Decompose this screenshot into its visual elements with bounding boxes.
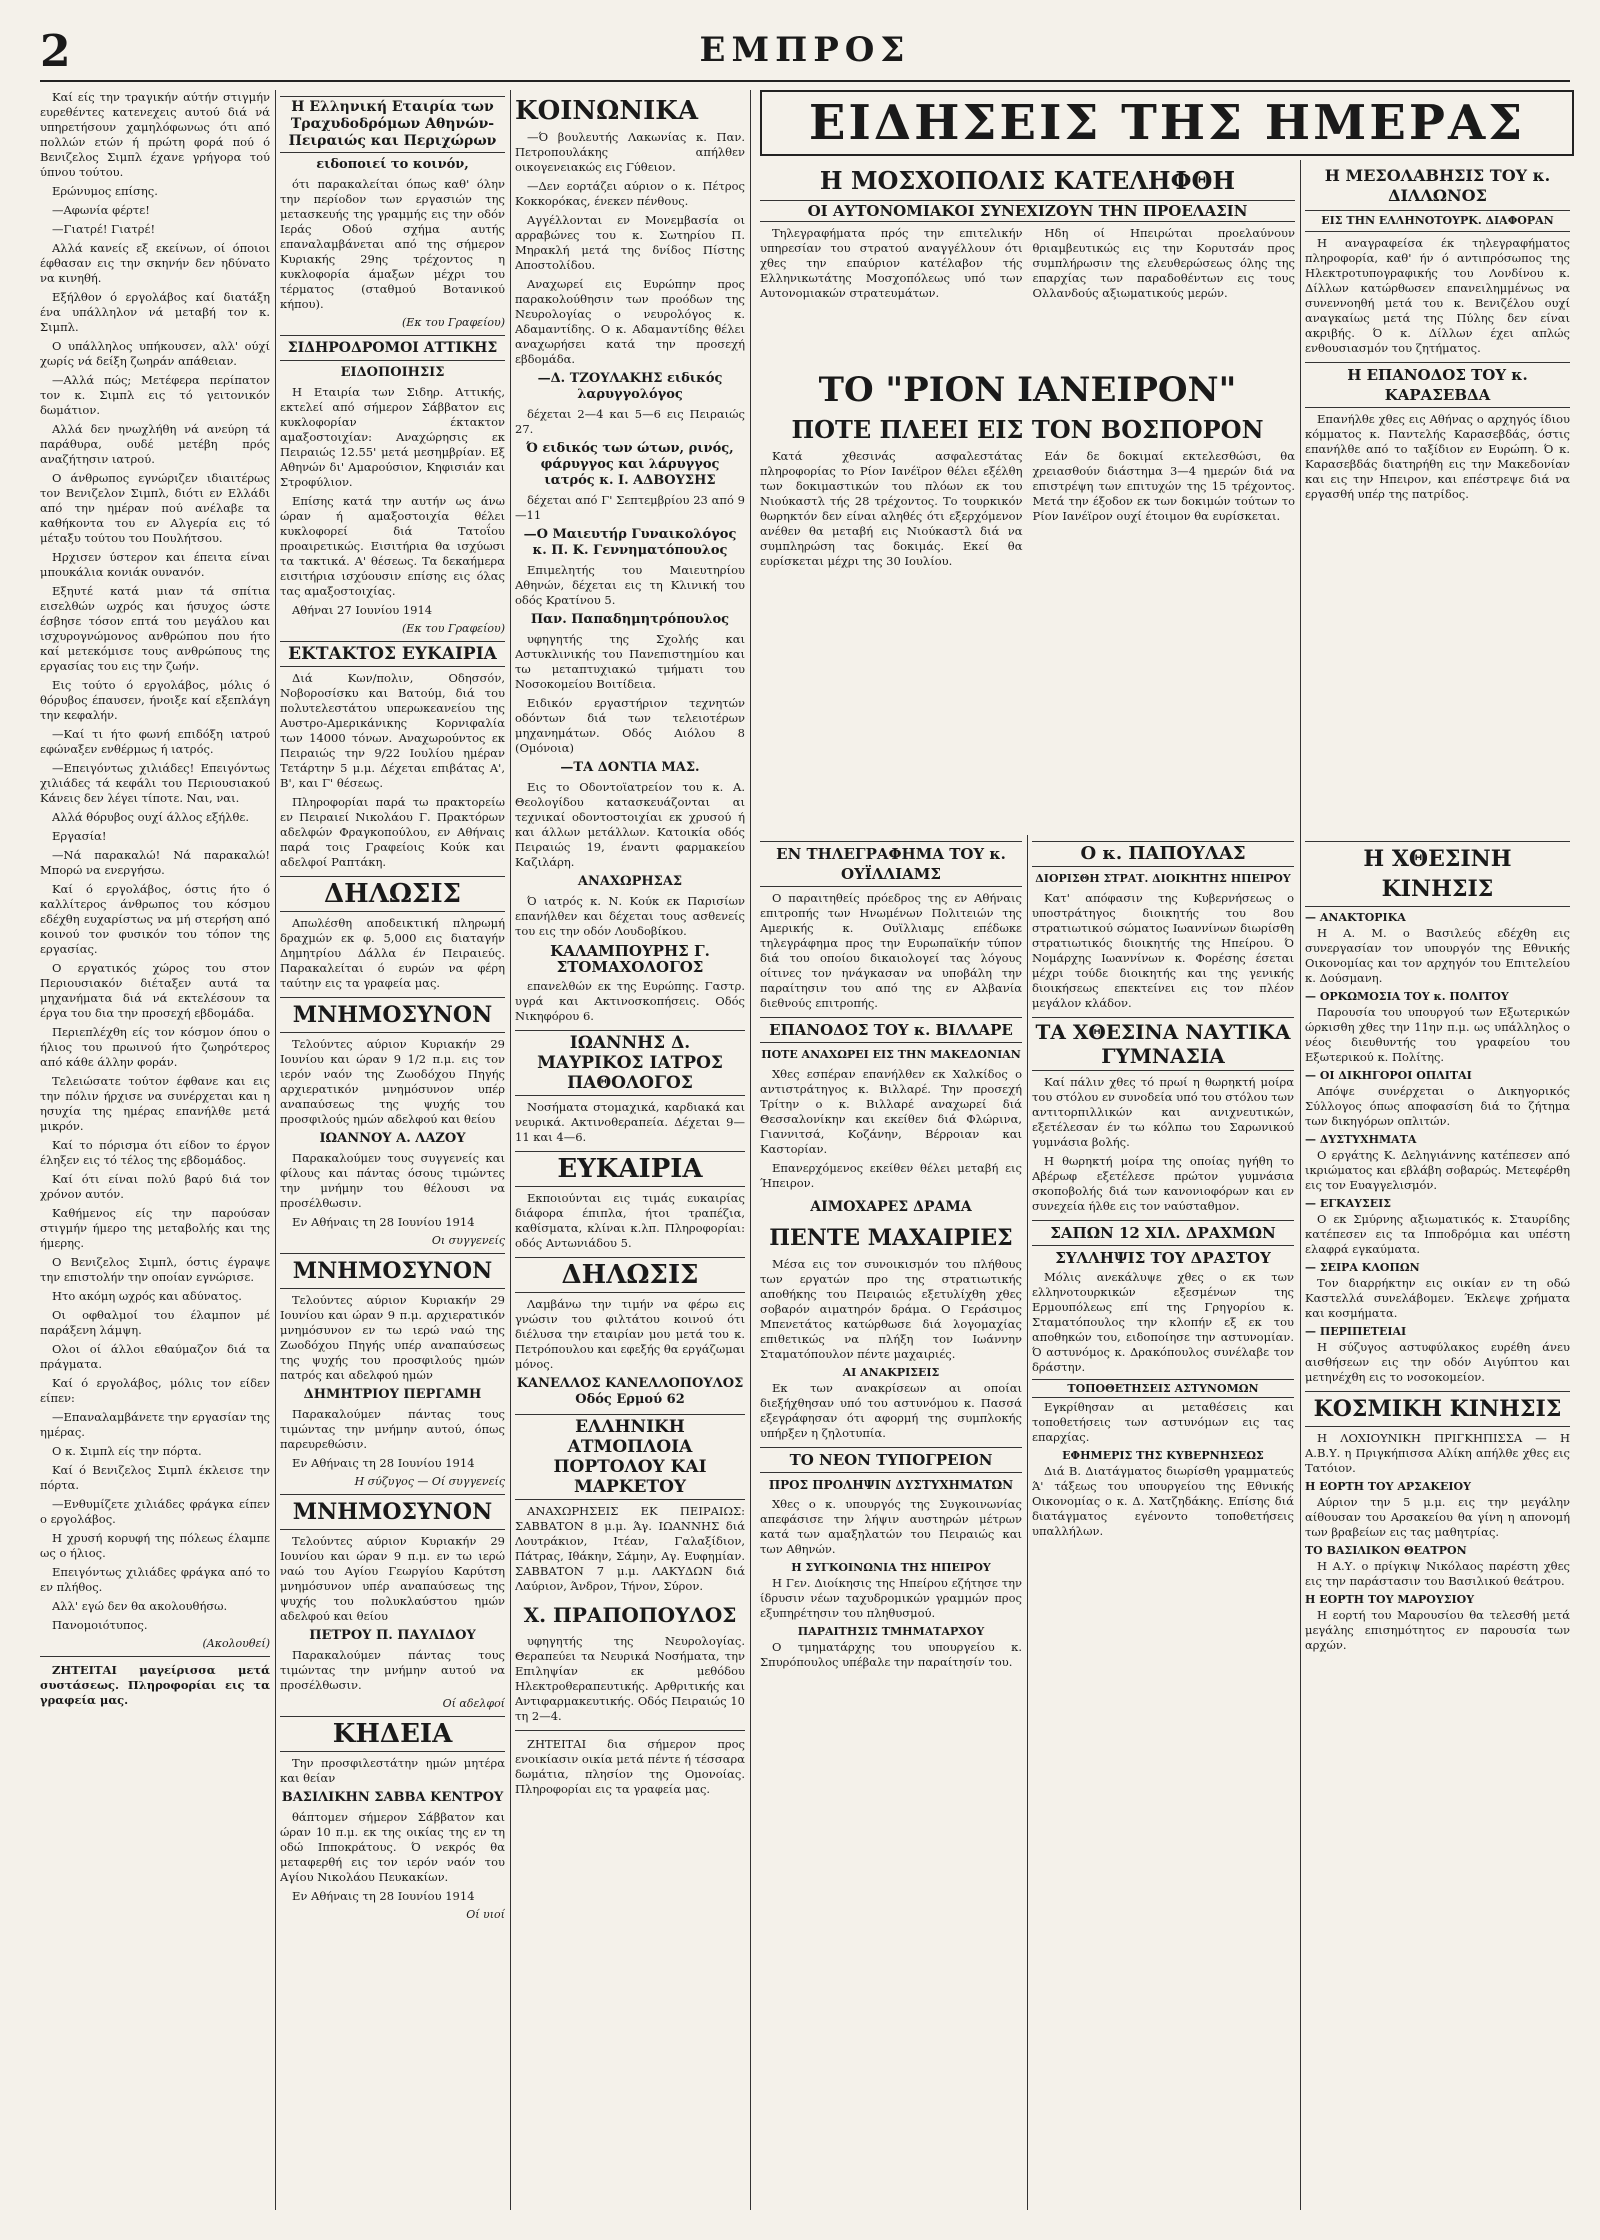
notice-text: Η Εταιρία των Σιδηρ. Αττικής, εκτελεί από σήμερον Σάββατον εις κυκλοφορίαν έκτακτον αμαξοστοιχίαν: Αναχώρησις εκ Πειραιώς 12.55' μετά μεσημβρίαν. Εξ Αθηνών δι' Αμαρούσιον, Κηφισιάν και Στροφύλιον. [280, 385, 505, 489]
story-text: Η αναγραφείσα έκ τηλεγραφήματος πληροφορία, καθ' ήν ό αντιπρόσωπος της Ηλεκτροτυπογραφικής του Λονδίνου κ. Δίλλων κατώρθωσεν επανειλημμένως να συνεννοηθή μετά του κ. Βενιζέλου ουχί αναγκαίως μετά της Πύλης δεν είναι ακριβής. Ό κ. Δίλλων έχει απλώς ενθουσιασμόν του ζητήματος. [1305, 236, 1570, 355]
ad-heading-opportunity: ΕΥΚΑΙΡΙΑ [515, 1151, 745, 1187]
ad-heading: —Ο Μαιευτήρ Γυναικολόγος κ. Π. Κ. Γεννηματόπουλος [523, 527, 737, 558]
serial-signoff: (Ακολουθεί) [202, 1637, 270, 1650]
story-subheadline: ΕΙΣ ΤΗΝ ΕΛΛΗΝΟΤΟΥΡΚ. ΔΙΑΦΟΡΑΝ [1305, 210, 1570, 232]
story-text: Καί πάλιν χθες τό πρωί η θωρηκτή μοίρα του στόλου εν συνοδεία υπό του στόλου των αντιτορπιλλικών και ανιχνευτικών, εξετέλεσαν έν τω κόλπω του Σαρωνικού γυμνάσια βολής. [1032, 1075, 1294, 1149]
serial-paragraph: —Αλλά πώς; Μετέφερα περίπατον τον κ. Σιμπλ εις τό γειτονικόν δωμάτιον. [40, 373, 270, 417]
story-headline: ΤΑ ΧΘΕΣΙΝΑ ΝΑΥΤΙΚΑ ΓΥΜΝΑΣΙΑ [1032, 1017, 1294, 1071]
serial-paragraph: Ολοι οί άλλοι εθαύμαζον διά τα πράγματα. [40, 1342, 270, 1371]
funeral-date: Εν Αθήναις τη 28 Ιουνίου 1914 [292, 1889, 475, 1903]
column-rule [510, 90, 511, 2210]
section-text: Ο εργάτης Κ. Δεληγιάννης κατέπεσεν από ικριώματος και εβλάβη σοβαρώς. Μετεφέρθη εις τον Ευαγγελισμόν. [1305, 1148, 1570, 1192]
story-headline: ΤΟ "ΡΙΟΝ ΙΑΝΕΙΡΟΝ" [818, 370, 1237, 410]
paper-name: ΕΜΠΡΟΣ [699, 30, 911, 70]
serial-paragraph: Ο εργατικός χώρος του στον Περιουσιακόν διέταξεν αυτά τα μηχανήματα διά νά εκτελέσουν τα έργα του δια την προσεχή εβδομάδα. [40, 961, 270, 1020]
notice-text: ότι παρακαλείται όπως καθ' όλην την περίοδον των εργασιών της μετασκευής της γραμμής εις την οδόν Ιεράς Οδού σχήμα αυτής επαναλαμβάνεται από της σήμερον Κυριακής 29ης τρέχοντος η κυκλοφορία άμαξων μέχρι του τέρματος (σταθμού Βοτανικού κήπου). [280, 177, 505, 311]
memorial-text: Παρακαλούμεν πάντας τους τιμώντας την μνήμην αυτού να προσέλθωσιν. [280, 1648, 505, 1692]
memorial-signature: Η σύζυγος — Οί συγγενείς [354, 1475, 505, 1488]
notice-text: Απωλέσθη αποδεικτική πληρωμή δραχμών εκ φ. 5,000 εις διαταγήν Δημητρίου Δάλλα έν Πειραιεύς. Παρακαλείται ό ευρών να φέρη ταύτην εις τα γραφεία μας. [280, 916, 505, 990]
column-serial [40, 90, 270, 2210]
story-rubric: ΕΦΗΜΕΡΙΣ ΤΗΣ ΚΥΒΕΡΝΗΣΕΩΣ [1062, 1449, 1264, 1462]
story-headline: Η ΜΟΣΧΟΠΟΛΙΣ ΚΑΤΕΛΗΦΘΗ [819, 166, 1236, 195]
funeral-name: ΒΑΣΙΛΙΚΗΝ ΣΑΒΒΑ ΚΕΝΤΡΟΥ [281, 1790, 504, 1805]
news-banner: ΕΙΔΗΣΕΙΣ ΤΗΣ ΗΜΕΡΑΣ [760, 90, 1574, 156]
funeral-signature: Οί υιοί [466, 1908, 505, 1921]
serial-paragraph: Ητο ακόμη ωχρός και αδύνατος. [52, 1289, 242, 1303]
serial-text-continued [40, 1206, 270, 1633]
memorial-text: Τελούντες αύριον Κυριακήν 29 Ιουνίου και ώραν 9 1/2 π.μ. εις τον ιερόν ναόν της Ζωοδόχου Πηγής αρχιερατικόν μνημόσυνον υπέρ αναπαύσεως της ψυχής του προσφιλούς ημών αδελφού και θείου [280, 1037, 505, 1126]
serial-paragraph: Η χρυσή κορυφή της πόλεως έλαμπε ως ο ήλιος. [40, 1531, 270, 1560]
story-rubric: ΤΟΠΟΘΕΤΗΣΕΙΣ ΑΣΤΥΝΟΜΩΝ [1032, 1379, 1294, 1398]
bottom-ad: ΖΗΤΕΙΤΑΙ μαγείρισσα μετά συστάσεως. Πληροφορίαι εις τα γραφεία μας. [40, 1663, 270, 1707]
memorial-text: Παρακαλούμεν πάντας τους τιμώντας την μνήμην αυτού, όπως παρευρεθώσιν. [280, 1407, 505, 1451]
serial-paragraph: Αλλ' εγώ δεν θα ακολουθήσω. [52, 1599, 228, 1613]
newspaper-page [40, 20, 1570, 2220]
story-headline-large: ΠΕΝΤΕ ΜΑΧΑΙΡΙΕΣ [769, 1225, 1013, 1251]
serial-paragraph: —Επειγόντως χιλιάδες! Επειγόντως χιλιάδες τά κεφάλι του Περιουσιακού Κάνεις δεν λέγει τίποτε. Ναι, ναι. [40, 761, 270, 805]
notice-heading-opportunity: ΕΚΤΑΚΤΟΣ ΕΥΚΑΙΡΙΑ [280, 641, 505, 667]
ad-heading: —ΤΑ ΔΟΝΤΙΑ ΜΑΣ. [560, 760, 700, 775]
ad-text: υφηγητής της Νευρολογίας. Θεραπεύει τα Νευρικά Νοσήματα, την Επιληψίαν εκ μεθόδου Ηλεκτροθεραπευτικής. Αρθριτικής και Αντιφαρμακευτικής. Οδός Πειραιώς 10 τη 2—4. [515, 1634, 745, 1723]
story-text: Κατ' απόφασιν της Κυβερνήσεως ο υποστράτηγος διοικητής του 8ου στρατιωτικού σώματος Ιωαννίνων διωρίσθη στρατιωτικός διοικητής της Ηπείρου. Ό Νομάρχης Ιωαννίνων κ. Φορέσης έσεται μέχρι τούδε διοικητής και της γενικής διοικήσεως επεκτείνει εις τον πλέον μεγάλον κλάδον. [1032, 891, 1294, 1010]
column-notices [280, 90, 505, 2210]
serial-paragraph: Καί ό εργολάβος, όστις ήτο ό καλλίτερος άνθρωπος του κόσμου εδέχθη ευχαρίστως να μή στερήση από κοινού τον φυσικόν του τόπον της εργασίας. [40, 882, 270, 956]
story-text: Επανερχόμενος εκείθεν θέλει μεταβή εις Ήπειρον. [760, 1161, 1022, 1190]
serial-paragraph: Καί ό εργολάβος, μόλις τον είδεν είπεν: [40, 1376, 270, 1405]
ad-heading: ΚΑΛΑΜΠΟΥΡΗΣ Γ. ΣΤΟΜΑΧΟΛΟΓΟΣ [550, 942, 710, 976]
notice-subheading: ΕΙΔΟΠΟΙΗΣΙΣ [340, 365, 445, 380]
story-column-b [1032, 835, 1294, 2210]
funeral-text: Την προσφιλεστάτην ημών μητέρα και θείαν [280, 1756, 505, 1785]
story-subheadline: ΠΟΤΕ ΠΛΕΕΙ ΕΙΣ ΤΟΝ ΒΟΣΠΟΡΟΝ [791, 415, 1264, 444]
ad-text: δέχεται 2—4 και 5—6 εις Πειραιώς 27. [515, 407, 745, 436]
column-social [515, 90, 745, 2210]
story-text: Εάν δε δοκιμαί εκτελεσθώσι, θα χρειασθούν διάστημα 3—4 ημερών διά να επιστρέψη των επιτυχών της 15 τρέχοντος. Μετά την έξοδον εκ των δοκιμών τούτων το Ρίον Ιανέϊρον ουχί έτοιμον θα ευρίσκεται. [1032, 449, 1295, 523]
ad-text: Εκποιούνται εις τιμάς ευκαιρίας διάφορα έπιπλα, ήτοι τραπέζια, καθίσματα, κλίναι κ.λπ. Πληροφορίαι: οδός Αντωνιάδου 5. [515, 1191, 745, 1250]
story-text: Χθες εσπέραν επανήλθεν εκ Χαλκίδος ο αντιστράτηγος κ. Βιλλαρέ. Την προσεχή Τρίτην ο κ. Βιλλαρέ αναχωρεί διά Θεσσαλονίκην και εκείθεν διά Φλώρινα, Γιαννιτσά, Κοζάνην, Βέρροιαν και Καστορίαν. [760, 1067, 1022, 1156]
masthead [40, 20, 1570, 82]
serial-paragraph: Ο κ. Σιμπλ είς την πόρτα. [52, 1444, 202, 1458]
section-rubric: — ΔΥΣΤΥΧΗΜΑΤΑ [1305, 1133, 1417, 1146]
story-headline: Η ΜΕΣΟΛΑΒΗΣΙΣ ΤΟΥ κ. ΔΙΛΛΩΝΟΣ [1324, 166, 1551, 205]
notice-text: Επίσης κατά την αυτήν ως άνω ώραν ή αμαξοστοιχία θέλει κυκλοφορεί διά Τατοΐου προαιρετικώς. Εισιτήρια θα ισχύωσι τα τακτικά. Α' θέσεως. Τα δεκαήμερα εισιτήρια ισχύουσιν επίσης εις όλας τας αμαξοστοιχίας. [280, 494, 505, 598]
ad-text: Ειδικόν εργαστήριον τεχνητών οδόντων διά των τελειοτέρων μηχανημάτων. Οδός Αιόλου 8 (Ομόνοια) [515, 696, 745, 755]
memorial-date: Εν Αθήναις τη 28 Ιουνίου 1914 [292, 1456, 475, 1470]
serial-paragraph: Εις τούτο ό εργολάβος, μόλις ό θόρυβος έπαυσεν, ήνοιξε καί εξεπλάγη την κεφαλήν. [40, 678, 270, 722]
section-rubric: ΤΟ ΒΑΣΙΛΙΚΟΝ ΘΕΑΤΡΟΝ [1305, 1544, 1467, 1557]
story-text: Εγκρίθησαν αι μεταθέσεις και τοποθετήσεις των αστυνόμων εις τας επαρχίας. [1032, 1400, 1294, 1444]
social-item: —Δεν εορτάζει αύριον ο κ. Πέτρος Κοκκορόκας, ένεκεν πένθους. [515, 179, 745, 208]
story-text: Η θωρηκτή μοίρα της οποίας ηγήθη το Αβέρωφ εξετέλεσε πρώτον γυμνάσια σκοποβολής διά των κανονιοφόρων και εν συνεχεία ήλθε εις τον ναύσταθμον. [1032, 1154, 1294, 1213]
serial-paragraph: Τελειώσατε τούτον έφθανε και εις την πόλιν ήρχισε να συνέρχεται και η ησυχία της ημέρας επανήλθε μετά μικρόν. [40, 1074, 270, 1133]
serial-paragraph: Καί το πόρισμα ότι είδον το έργον έληξεν εις τό τέλος της εβδομάδος. [40, 1138, 270, 1167]
column-rule [1300, 160, 1301, 2210]
ad-heading-shipping: ΕΛΛΗΝΙΚΗ ΑΤΜΟΠΛΟΙΑ ΠΟΡΤΟΛΟΥ ΚΑΙ ΜΑΡΚΕΤΟΥ [515, 1414, 745, 1500]
serial-paragraph: —Αφωνία φέρτε! [52, 203, 150, 217]
notice-heading-tram: Η Ελληνική Εταιρία των Τραχυδοδρόμων Αθηνών-Πειραιώς και Περιχώρων [280, 96, 505, 153]
section-text: Αύριον την 5 μ.μ. εις την μεγάλην αίθουσαν του Αρσακείου θα γίνη η απονομή των βραβείων εις τας μαθητρίας. [1305, 1495, 1570, 1539]
serial-paragraph: Ο υπάλληλος υπήκουσεν, αλλ' ούχί χωρίς νά δείξη ζωηράν απάθειαν. [40, 339, 270, 368]
section-text: Παρουσία του υπουργού των Εξωτερικών ώρκισθη χθες την 11ην π.μ. ως υπάλληλος ο νέος διευθυντής του γραφείου του Εξωτερικού κ. Πολίτης. [1305, 1005, 1570, 1064]
ad-text: Λαμβάνω την τιμήν να φέρω εις γνώσιν του φιλτάτου κοινού ότι διέλυσα την εταιρίαν μου μετά του κ. Πετρόπουλου και εφεξής θα εργάζωμαι μόνος. [515, 1297, 745, 1371]
section-text: Η Α. Μ. ο Βασιλεύς εδέχθη εις συνεργασίαν τον υπουργόν της Εθνικής Οικονομίας και τον αρχηγόν του Επιτελείου κ. Δούσμανη. [1305, 926, 1570, 985]
funeral-heading: ΚΗΔΕΙΑ [280, 1716, 505, 1752]
ad-text: επανελθών εκ της Ευρώπης. Γαστρ. υγρά και Ακτινοσκοπήσεις. Οδός Νικηφόρου 6. [515, 979, 745, 1023]
memorial-date: Εν Αθήναις τη 28 Ιουνίου 1914 [292, 1215, 475, 1229]
memorial-heading: ΜΝΗΜΟΣΥΝΟΝ [280, 1253, 505, 1289]
ad-heading-neurologist: Χ. ΠΡΑΠΟΠΟΥΛΟΣ [523, 1603, 737, 1627]
serial-paragraph: Ο Βενιζελος Σιμπλ, όστις έγραψε την επιστολήν την οποίαν εγνώρισε. [40, 1255, 270, 1284]
story-subheadline: ΠΡΟΣ ΠΡΟΛΗΨΙΝ ΔΥΣΤΥΧΗΜΑΤΩΝ [768, 1478, 1014, 1492]
ad-text: υφηγητής της Σχολής και Αστυκλινικής του Πανεπιστημίου και τω μεταπτυχιακώ τμήματι του Νοσοκομείου Βοιτίδεια. [515, 632, 745, 691]
ad-heading: Παν. Παπαδημητρόπουλος [530, 612, 730, 627]
serial-paragraph: —Επαναλαμβάνετε την εργασίαν της ημέρας. [40, 1410, 270, 1439]
story-text: Ηδη οί Ηπειρώται προελαύνουν θριαμβευτικώς εις την Κορυτσάν προς συμπλήρωσιν της ελευθερώσεως όλης της επαρχίας των παραδοθέντων εις τους Ολλανδούς αξιωματικούς μερών. [1032, 226, 1295, 300]
ad-text: Ό ιατρός κ. Ν. Κούκ εκ Παρισίων επανήλθεν και δέχεται τους ασθενείς του εις την οδόν Λουδοβίκου. [515, 894, 745, 938]
serial-paragraph: Εργασία! [52, 829, 107, 843]
story-headline: Η ΕΠΑΝΟΔΟΣ ΤΟΥ κ. ΚΑΡΑΣΕΒΔΑ [1305, 362, 1570, 408]
serial-paragraph: Πανομοιότυπος. [52, 1618, 148, 1632]
notice-date: Αθήναι 27 Ιουνίου 1914 [292, 603, 433, 617]
social-item: —Ό βουλευτής Λακωνίας κ. Παν. Πετροπουλάκης απήλθεν οικογενειακώς εις Γύθειον. [515, 130, 745, 174]
ad-text: δέχεται από Γ' Σεπτεμβρίου 23 από 9—11 [515, 493, 745, 522]
story-column-c [1305, 835, 1570, 2210]
story-headline: ΣΑΠΩΝ 12 ΧΙΛ. ΔΡΑΧΜΩΝ [1032, 1220, 1294, 1246]
serial-paragraph: Αλλά κανείς εξ εκείνων, οί όποιοι έφθασαν εις την σκηνήν δεν ηδύνατο να κινηθή. [40, 241, 270, 285]
section-rubric: Η ΕΟΡΤΗ ΤΟΥ ΑΡΣΑΚΕΙΟΥ [1305, 1480, 1471, 1493]
column-rule [750, 90, 751, 2210]
section-rubric: — ΟΡΚΩΜΟΣΙΑ ΤΟΥ κ. ΠΟΛΙΤΟΥ [1305, 990, 1509, 1003]
story-text: Μέσα εις τον συνοικισμόν του πλήθους των εργατών προ της στρατιωτικής αποθήκης του Πειραιώς εξετυλίχθη χθες σοβαρόν αιματηρόν δράμα. Ο Γεράσιμος Μπενετάτος κατώρθωσε διά λογομαχίας επιθετικώς να πλήξη τον Ιωάννην Σταματόπουλον πέντε μαχαιριές. [760, 1257, 1022, 1361]
section-text: Απόψε συνέρχεται ο Δικηγορικός Σύλλογος όπως αποφασίση διά το ζήτημα των δικηγόρων οπλιτών. [1305, 1084, 1570, 1128]
ad-text: Εις το Οδοντοϊατρείον του κ. Α. Θεολογίδου κατασκευάζονται αι τεχνικαί οδοντοστοιχίαι εκ χρυσού ή και άλλων μετάλλων. Κατοικία οδός Πειραιώς 19, έναντι φαρμακείου Καζιλάρη. [515, 780, 745, 869]
section-heading: ΚΟΣΜΙΚΗ ΚΙΝΗΣΙΣ [1305, 1391, 1570, 1427]
notice-subheading: ειδοποιεί το κοινόν, [316, 157, 469, 172]
story-text: Τηλεγραφήματα πρός την επιτελικήν υπηρεσίαν του στρατού αναγγέλλουν ότι χθες την επαύριον κατέλαβον τής Ελληνικωτάτης Μοσχοπόλεως υπό των Αυτονομιακών στρατευμάτων. [760, 226, 1023, 300]
memorial-signature: Οί αδελφοί [442, 1697, 505, 1710]
notice-text: Πληροφορίαι παρά τω πρακτορείω εν Πειραιεί Νικολάου Γ. Πρακτόρων αδελφών Φραγκοπούλου, εν Αθήναις παρά τοις Γραφείοις Κούκ και αδελφοί Ραπτάκη. [280, 795, 505, 869]
ad-heading: Ό ειδικός των ώτων, ρινός, φάρυγγος και λάρυγγος ιατρός κ. Ι. ΑΔΒΟΥΣΗΣ [526, 441, 734, 488]
social-heading: ΚΟΙΝΩΝΙΚΑ [515, 96, 699, 126]
social-item: Αναχωρεί εις Ευρώπην προς παρακολούθησιν των προόδων της Νευρολογίας ο νευρολόγος κ. Αδαμαντίδης. Ο κ. Αδαμαντίδης θέλει αναχωρήσει κατά την προσεχή εβδομάδα. [515, 277, 745, 366]
memorial-text: Παρακαλούμεν τους συγγενείς και φίλους και πάντας όσους τιμώντες την μνήμην του θέλουσι να προσέλθωσιν. [280, 1151, 505, 1210]
page-number: 2 [40, 26, 71, 77]
story-subheadline: ΟΙ ΑΥΤΟΝΟΜΙΑΚΟΙ ΣΥΝΕΧΙΖΟΥΝ ΤΗΝ ΠΡΟΕΛΑΣΙΝ [760, 200, 1295, 222]
ad-text: Νοσήματα στομαχικά, καρδιακά και νευρικά. Ακτινοθεραπεία. Δέχεται 9—11 και 4—6. [515, 1100, 745, 1144]
column-rule [1027, 835, 1028, 2210]
story-text: Ο τμηματάρχης του υπουργείου κ. Σπυρόπουλος υπέβαλε την παραίτησίν του. [760, 1640, 1022, 1669]
serial-paragraph: Καί ότι είναι πολύ βαρύ διά τον χρόνον αυτόν. [40, 1172, 270, 1201]
story-headline: ΑΙΜΟΧΑΡΕΣ ΔΡΑΜΑ [810, 1199, 972, 1215]
memorial-heading: ΜΝΗΜΟΣΥΝΟΝ [280, 1494, 505, 1530]
story-headline: ΤΟ ΝΕΟΝ ΤΥΠΟΓΡΕΙΟΝ [760, 1447, 1022, 1473]
story-headline: Ο κ. ΠΑΠΟΥΛΑΣ [1032, 841, 1294, 867]
memorial-name: ΙΩΑΝΝΟΥ Α. ΛΑΖΟΥ [319, 1131, 466, 1146]
memorial-signature: Οι συγγενείς [431, 1234, 505, 1247]
section-text: Τον διαρρήκτην εις οικίαν εν τη οδώ Καστελλά συνελάβομεν. Έκλεψε χρήματα και κοσμήματα. [1305, 1276, 1570, 1320]
story-text: Διά Β. Διατάγματος διωρίσθη γραμματεύς Ά' τάξεως του υπουργείου της Εθνικής Οικονομίας ο κ. Δ. Χατζηδάκης. Επίσης διά διατάγματος εγένοντο τοποθετήσεις υπαλλήλων. [1032, 1464, 1294, 1538]
serial-paragraph: Καθήμενος είς την παρούσαν στιγμήν ήμερο της μεταβολής και της ήμερης. [40, 1206, 270, 1250]
funeral-text: θάπτομεν σήμερον Σάββατον και ώραν 10 π.μ. εκ της οικίας της εν τη οδώ Ιπποκράτους. Ό νεκρός θα μεταφερθή εις τον ιερόν ναόν του Αγίου Νικολάου Πευκακίων. [280, 1810, 505, 1884]
notice-heading-declaration: ΔΗΛΩΣΙΣ [280, 876, 505, 912]
story-text: Χθες ο κ. υπουργός της Συγκοινωνίας απεφάσισε την λήψιν αυστηρών μέτρων κατά των αμαξηλατών του Πειραιώς και των Αθηνών. [760, 1497, 1022, 1556]
story-column-a [760, 835, 1022, 2210]
ad-text: ΑΝΑΧΩΡΗΣΕΙΣ ΕΚ ΠΕΙΡΑΙΩΣ: ΣΑΒΒΑΤΟΝ 8 μ.μ. Άγ. ΙΩΑΝΝΗΣ διά Λουτράκιον, Ιτέαν, Γαλαξίδιον, Πάτρας, Ιθάκην, Σάμην, Αγ. Ευφημίαν. ΣΑΒΒΑΤΟΝ 7 μ.μ. ΛΑΚΥΔΩΝ διά Λαύριον, Άνδρον, Τήνον, Σύρον. [515, 1504, 745, 1593]
memorial-heading: ΜΝΗΜΟΣΥΝΟΝ [280, 997, 505, 1033]
memorial-text: Τελούντες αύριον Κυριακήν 29 Ιουνίου και ώραν 9 π.μ. αρχιερατικόν μνημόσυνον εν τω ιερώ ναώ της Ζωοδόχου Πηγής υπέρ αναπαύσεως της ψυχής του προσφιλούς ημών πατρός και αδελφού ημών [280, 1293, 505, 1382]
serial-paragraph: —Νά παρακαλώ! Νά παρακαλώ! Μπορώ να ενεργήσω. [40, 848, 270, 877]
serial-text [40, 90, 270, 1202]
ad-text: ΖΗΤΕΙΤΑΙ δια σήμερον προς ενοικίασιν οικία μετά πέντε ή τέσσαρα δωμάτια, πλησίον της Ομονοίας. Πληροφορίαι εις τα γραφεία μας. [515, 1737, 745, 1796]
section-heading: Η ΧΘΕΣΙΝΗ ΚΙΝΗΣΙΣ [1305, 841, 1570, 907]
story-subheadline: ΣΥΛΛΗΨΙΣ ΤΟΥ ΔΡΑΣΤΟΥ [1055, 1249, 1271, 1267]
serial-paragraph: Ο άνθρωπος εγνώριζεν ιδιαιτέρως τον Βενιζελον Σιμπλ, διότι εν Ελλάδι από την ημέραν πού ανέλαβε τα καθήκοντα του εν Αλγερία εις τό μέταξυ τούτου του Πουλήτσου. [40, 471, 270, 545]
story-text: Εκ των ανακρίσεων αι οποίαι διεξήχθησαν υπό του αστυνόμου κ. Πασσά εξεγράφησαν ότι αφορμή της συμπλοκής υπήρξεν η ζηλοτυπία. [760, 1381, 1022, 1440]
story-headline: ΕΝ ΤΗΛΕΓΡΑΦΗΜΑ ΤΟΥ κ. ΟΥΪΛΛΙΑΜΣ [760, 841, 1022, 887]
story-subheadline: ΔΙΟΡΙΣΘΗ ΣΤΡΑΤ. ΔΙΟΙΚΗΤΗΣ ΗΠΕΙΡΟΥ [1035, 872, 1291, 885]
section-rubric: — ΑΝΑΚΤΟΡΙΚΑ [1305, 911, 1406, 924]
story-moschopolis [760, 160, 1295, 360]
memorial-name: ΔΗΜΗΤΡΙΟΥ ΠΕΡΓΑΜΗ [303, 1387, 482, 1402]
serial-paragraph: Αλλά θόρυβος ουχί άλλος εξήλθε. [52, 810, 249, 824]
serial-paragraph: Επειγόντως χιλιάδες φράγκα από το εν πλήθος. [40, 1565, 270, 1594]
serial-paragraph: Περιεπλέχθη είς τον κόσμον όπου ο ήλιος του πρωινού ήτο ζωηρότερος από κάθε άλλην φοράν. [40, 1025, 270, 1069]
notice-signature: (Εκ του Γραφείου) [402, 316, 505, 329]
social-item: Αγγέλλονται εν Μονεμβασία οι αρραβώνες του κ. Σωτηρίου Π. Μηρακλή μετά της δνίδος Πίστης Αποστολίδου. [515, 213, 745, 272]
section-text: Η σύζυγος αστυφύλακος ευρέθη άνευ αισθήσεων εις την οδόν Αιγύπτου και μετηνέχθη εις το νοσοκομείον. [1305, 1340, 1570, 1384]
story-rubric: ΠΑΡΑΙΤΗΣΙΣ ΤΜΗΜΑΤΑΡΧΟΥ [797, 1625, 985, 1638]
ad-heading-declaration: ΔΗΛΩΣΙΣ [515, 1257, 745, 1293]
ad-heading: —Δ. ΤΖΟΥΛΑΚΗΣ ειδικός λαρυγγολόγος [537, 371, 723, 402]
serial-paragraph: Εξήλθον ό εργολάβος καί διατάξη ένα υπάλληλον νά μεταβή τον κ. Σιμπλ. [40, 290, 270, 334]
serial-paragraph: Ηρχισεν ύστερον και έπειτα είναι μπουκάλια κονιάκ ουνανόν. [40, 550, 270, 579]
section-text: Η ΛΟΧΙΟΥΝΙΚΗ ΠΡΙΓΚΗΠΙΣΣΑ — Η Α.Β.Υ. η Πριγκήπισσα Αλίκη απήλθε χθες εις Τατόιον. [1305, 1431, 1570, 1475]
section-rubric: — ΣΕΙΡΑ ΚΛΟΠΩΝ [1305, 1261, 1420, 1274]
section-rubric: — ΕΓΚΑΥΣΕΙΣ [1305, 1197, 1392, 1210]
story-text: Μόλις ανεκάλυψε χθες ο εκ των ελληνοτουρκικών εξεσμένων της Ερμουπόλεως επί της Γρηγορίου κ. Σταματόπουλος την κλοπήν εξ εκ του αποθηκών του, ειδοποίησε την αστυνομίαν. Ό αστυνόμος κ. Δρακόπουλος συνέλαβε τον δράστην. [1032, 1270, 1294, 1374]
notice-signature: (Εκ του Γραφείου) [402, 622, 505, 635]
notice-heading-railway: ΣΙΔΗΡΟΔΡΟΜΟΙ ΑΤΤΙΚΗΣ [280, 335, 505, 361]
story-text: Ο παραιτηθείς πρόεδρος της εν Αθήναις επιτροπής των Ηνωμένων Πολιτειών της Αμερικής κ. Ουϊλλιαμς επέδωκε τηλεγράφημα προς την Ευρωπαϊκήν τύπον διά του οποίου δικαιολογεί τας λόγους οίτινες τον ηνάγκασαν να υποβάλη την παραίτησιν του από της εν Αλβανία διεθνούς επιτροπής. [760, 891, 1022, 1010]
notice-text: Διά Κων/πολιν, Οδησσόν, Νοβοροσίσκυ και Βατούμ, διά του πολυτελεστάτου υπερωκεανείου της Αυστρο-Αμερικάνικης Κορνιφαλία των 14000 τόνων. Αναχωρούντος εκ Πειραιώς την 9/22 Ιουλίου ημέραν Τετάρτην 5 μ.μ. Δέχεται επιβάτας Α', Β', και Γ' θέσεως. [280, 671, 505, 790]
story-rubric: Η ΣΥΓΚΟΙΝΩΝΙΑ ΤΗΣ ΗΠΕΙΡΟΥ [791, 1561, 991, 1574]
ad-heading: ΑΝΑΧΩΡΗΣΑΣ [577, 874, 683, 889]
serial-paragraph: Καί ό Βενιζελος Σιμπλ έκλεισε την πόρτα. [40, 1463, 270, 1492]
memorial-name: ΠΕΤΡΟΥ Π. ΠΑΥΛΙΔΟΥ [309, 1628, 476, 1643]
serial-paragraph: Εξηυτέ κατά μιαν τά σπίτια εισελθών ωχρός και ήσυχος ώστε έσβησε τόσον επτά του μεγάλου και ισχυρογνώμονος ανθρώπου που ήτο καί μετεκόμισε τους ανθρώπους της εργασίας του εις την ζωήν. [40, 584, 270, 673]
story-text: Επανήλθε χθες εις Αθήνας ο αρχηγός ίδιου κόμματος κ. Παντελής Καρασεβδάς, όστις επανήλθε από το ταξίδιον εν Ευρώπη. Ό κ. Καρασεβδάς διατηρήθη εις την Μακεδονίαν και εις την Ηπειρον, και επέστρεψε διά να εργασθή υπέρ της πατρίδος. [1305, 412, 1570, 501]
serial-paragraph: Οι οφθαλμοί του έλαμπον μέ παράξενη λάμψη. [40, 1308, 270, 1337]
section-text: Η εορτή του Μαρουσίου θα τελεσθή μετά μεγάλης επισημότητος εν παρουσία των αρχών. [1305, 1608, 1570, 1652]
section-rubric: — ΠΕΡΙΠΕΤΕΙΑΙ [1305, 1325, 1407, 1338]
story-rion [760, 365, 1295, 825]
memorial-text: Τελούντες αύριον Κυριακήν 29 Ιουνίου και ώραν 9 π.μ. εν τω ιερώ ναώ του Αγίου Γεωργίου Καρύτση μνημόσυνον υπέρ αναπαύσεως της ψυχής του πολυκλαύστου ημών αδελφού και θείου [280, 1534, 505, 1623]
ad-signature: ΚΑΝΕΛΛΟΣ ΚΑΝΕΛΛΟΠΟΥΛΟΣ Οδός Ερμού 62 [516, 1376, 744, 1407]
story-subheadline: ΠΟΤΕ ΑΝΑΧΩΡΕΙ ΕΙΣ ΤΗΝ ΜΑΚΕΔΟΝΙΑΝ [761, 1048, 1021, 1061]
serial-paragraph: —Γιατρέ! Γιατρέ! [52, 222, 156, 236]
serial-paragraph: Αλλά δεν ηνωχλήθη νά ανεύρη τά παράθυρα, ουδέ μετέβη πρός αναζήτησιν ιατρού. [40, 422, 270, 466]
story-text: Κατά χθεσινάς ασφαλεστάτας πληροφορίας το Ρίον Ιανέϊρον θέλει εξέλθη των δοκιμαστικών του πλόων εκ του Νιούκαστλ τής 28 τρέχοντος. Το τουρκικόν θωρηκτόν δεν είναι αληθές ότι εξερχόμενον ανέθεν θα μεταβή εις Νιούκαστλ διά να συμπληρώση τας δοκιμάς. Εκεί θα ευρίσκεται μέχρι της 30 Ιουλίου. [760, 449, 1023, 568]
serial-paragraph: —Ενθυμίζετε χιλιάδες φράγκα είπεν ο εργολάβος. [40, 1497, 270, 1526]
story-headline: ΕΠΑΝΟΔΟΣ ΤΟΥ κ. ΒΙΛΛΑΡΕ [760, 1017, 1022, 1043]
section-text: Ο εκ Σμύρνης αξιωματικός κ. Σταυρίδης κατέπεσεν εις τα Ιπποδρόμια και υπέστη ελαφρά εγκαύματα. [1305, 1212, 1570, 1256]
serial-paragraph: Καί είς την τραγικήν αύτήν στιγμήν ευρεθέντες κατενεχεις αυτού διά νά υπηρετήσουν χαμηλόφωνως ότι από πολλών ετών ή πρώτη φορά πού ό Βενιζελος Σιμπλ έχανε γρήγορα τού ύπνου τούτου. [40, 90, 270, 179]
ad-text: Επιμελητής του Μαιευτηρίου Αθηνών, δέχεται εις τη Κλινική του οδός Κρατίνου 5. [515, 563, 745, 607]
story-mesolavisis [1305, 160, 1570, 825]
serial-paragraph: —Καί τι ήτο φωνή επιδόξη ιατρού εφώναξεν ενθέρμως ή ιατρός. [40, 727, 270, 756]
story-text: Η Γεν. Διοίκησις της Ηπείρου εζήτησε την ίδρυσιν νέων ταχυδρομικών γραμμών προς εξυπηρέτησιν του πληθυσμού. [760, 1576, 1022, 1620]
section-rubric: Η ΕΟΡΤΗ ΤΟΥ ΜΑΡΟΥΣΙΟΥ [1305, 1593, 1475, 1606]
column-rule [275, 90, 276, 2210]
story-rubric: ΑΙ ΑΝΑΚΡΙΣΕΙΣ [842, 1366, 940, 1379]
section-rubric: — ΟΙ ΔΙΚΗΓΟΡΟΙ ΟΠΛΙΤΑΙ [1305, 1069, 1472, 1082]
serial-paragraph: Ερώνυμος επίσης. [52, 184, 158, 198]
section-text: Η Α.Υ. ο πρίγκιψ Νικόλαος παρέστη χθες εις την παράστασιν του Βασιλικού θεάτρου. [1305, 1559, 1570, 1588]
ad-heading-physician: ΙΩΑΝΝΗΣ Δ. ΜΑΥΡΙΚΟΣ ΙΑΤΡΟΣ ΠΑΘΟΛΟΓΟΣ [515, 1030, 745, 1096]
